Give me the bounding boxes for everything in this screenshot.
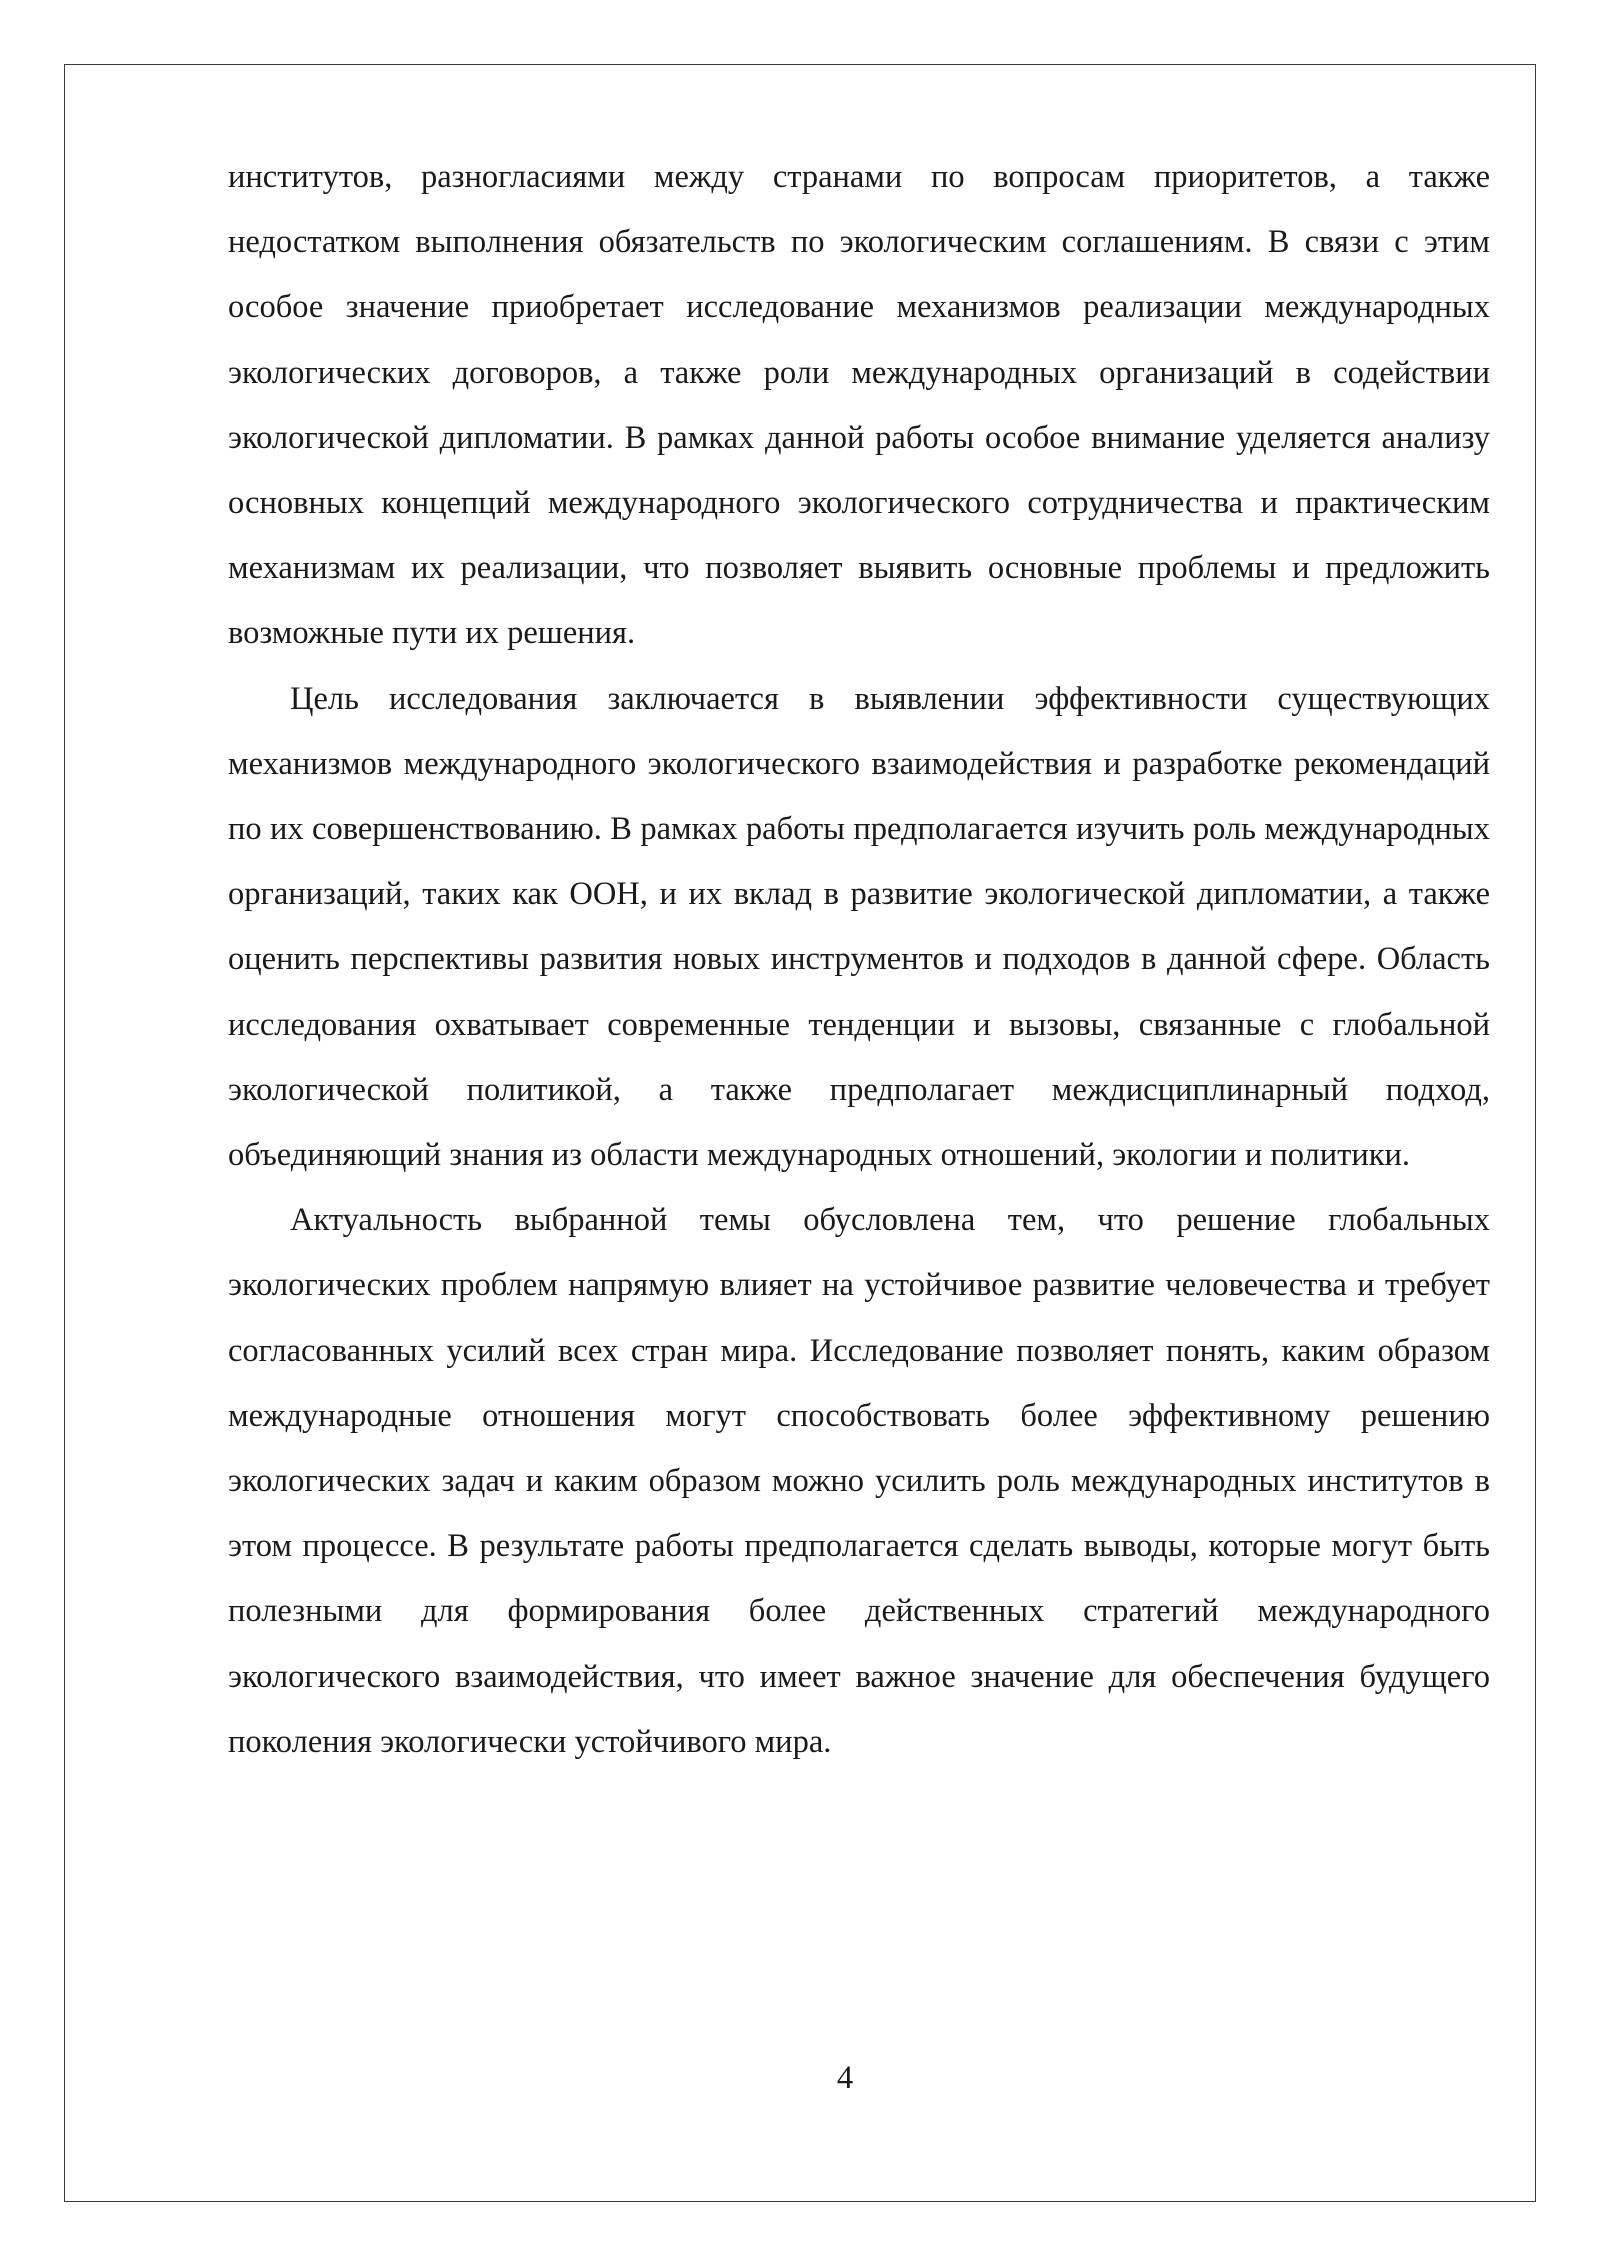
paragraph-research-goal: Цель исследования заключается в выявлении эффективности существующих механизмов международного экологического взаимодействия и разработке рекомендаций по их совершенствованию. В рамках работы предполагается изучить роль международных организаций, таких как ООН, и их вклад в развитие экологической дипломатии, а также оценить перспективы развития новых инструментов и подходов в данной сфере. Область исследования охватывает современные тенденции и вызовы, связанные с глобальной экологической политикой, а также предполагает междисциплинарный подход, объединяющий знания из области международных отношений, экологии и политики. (228, 680, 1490, 1174)
page-number: 4 (836, 2060, 854, 2096)
document-body (228, 145, 1490, 1775)
paragraph-continuation: институтов, разногласиями между странами по вопросам приоритетов, а также недостатком выполнения обязательств по экологическим соглашениям. В связи с этим особое значение приобретает исследование механизмов реализации международных экологических договоров, а также роли международных организаций в содействии экологической дипломатии. В рамках данной работы особое внимание уделяется анализу основных концепций международного экологического сотрудничества и практическим механизмам их реализации, что позволяет выявить основные проблемы и предложить возможные пути их решения. (228, 159, 1490, 652)
paragraph-relevance: Актуальность выбранной темы обусловлена тем, что решение глобальных экологических проблем напрямую влияет на устойчивое развитие человечества и требует согласованных усилий всех стран мира. Исследование позволяет понять, каким образом международные отношения могут способствовать более эффективному решению экологических задач и каким образом можно усилить роль международных институтов в этом процессе. В результате работы предполагается сделать выводы, которые могут быть полезными для формирования более действенных стратегий международного экологического взаимодействия, что имеет важное значение для обеспечения будущего поколения экологически устойчивого мира. (228, 1202, 1490, 1760)
